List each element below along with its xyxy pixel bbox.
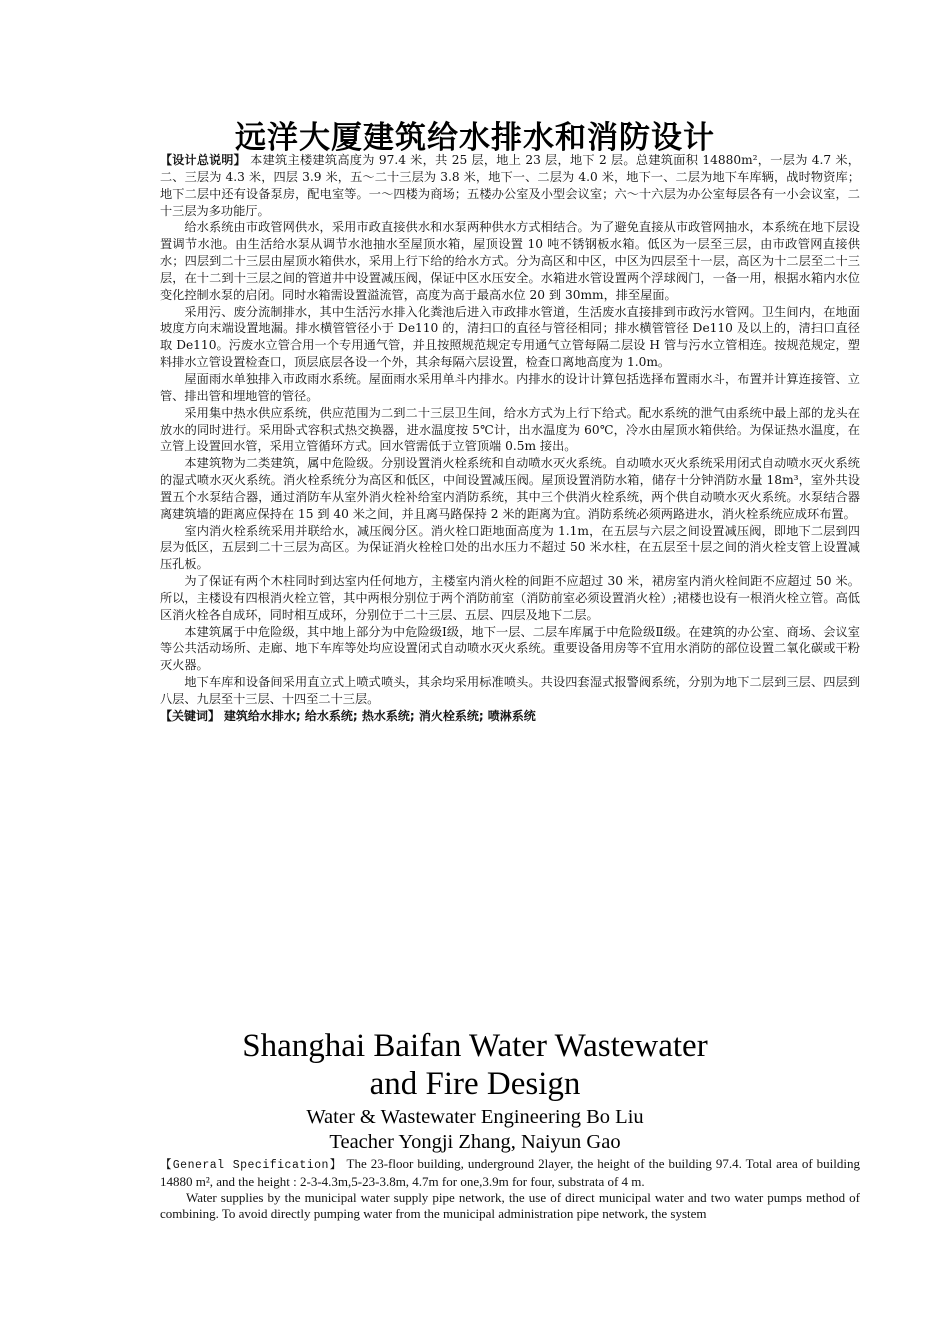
general-specification-label: 【General Specification】	[160, 1159, 343, 1172]
hazard-class-paragraph: 本建筑属于中危险级，其中地上部分为中危险级Ⅰ级，地下一层、二层车库属于中危险级Ⅱ级。在建筑的办公室、商场、会议室等公共活动场所、走廊、地下车库等处均应设置闭式自动喷水灭火系统。重要设备用房等不宜用水消防的部位设置二氧化碳或干粉灭火器。	[160, 624, 860, 673]
drainage-paragraph: 采用污、废分流制排水，其中生活污水排入化粪池后进入市政排水管道，生活废水直接排到市政污水管网。卫生间内，在地面坡度方向末端设置地漏。排水横管管径小于 De110 的，清扫口的直径与管径相同；排水横管管径 De110 及以上的，清扫口直径取 De110。污废水立管合用一个专用通气管，并且按照规范规定专用通气立管每隔二层设 H 管与污水立管相连。按规范规定，塑料排水立管设置检查口，顶层底层各设一个外，其余每隔六层设置，检查口离地高度为 1.0m。	[160, 304, 860, 370]
chinese-abstract	[160, 152, 860, 725]
sprinkler-paragraph: 地下车库和设备间采用直立式上喷式喷头，其余均采用标准喷头。共设四套湿式报警阀系统，分别为地下二层到三层、四层到八层、九层至十三层、十四至二十三层。	[160, 675, 860, 706]
keywords-line	[160, 708, 860, 725]
hydrant-spacing-paragraph: 为了保证有两个木柱同时到达室内任何地方，主楼室内消火栓的间距不应超过 30 米，裙房室内消火栓间距不应超过 50 米。所以，主楼设有四根消火栓立管，其中两根分别位于两个消防前室（消防前室必须设置消火栓）;裙楼也设有一根消火栓立管。高低区消火栓各自成环，同时相互成环，分别位于二十三层、五层、四层及地下二层。	[160, 574, 860, 622]
english-title-line-1: Shanghai Baifan Water Wastewater	[242, 1028, 708, 1064]
general-specification-paragraph	[160, 1156, 860, 1190]
author-line: Water & Wastewater Engineering Bo Liu	[306, 1106, 644, 1128]
general-specification-text: The 23-floor building, underground 2layer, the height of the building 97.4. Total area of building 14880 m², and the height : 2-3-4.3m,5-23-3.8m, 4.7m for one,3.9m for four, substrata of 4 m.	[160, 1156, 860, 1189]
chinese-title: 远洋大厦建筑给水排水和消防设计	[235, 120, 715, 156]
english-title	[0, 1027, 950, 1103]
teacher-line: Teacher Yongji Zhang, Naiyun Gao	[329, 1131, 621, 1153]
water-supply-paragraph: 给水系统由市政管网供水，采用市政直接供水和水泵两种供水方式相结合。为了避免直接从市政管网抽水，本系统在地下层设置调节水池。由生活给水泵从调节水池抽水至屋顶水箱，屋顶设置 10 吨不锈钢板水箱。低区为一层至三层，由市政管网直接供水；四层到二十三层由屋顶水箱供水，采用上行下给的给水方式。分为高区和中区，中区为四层至十一层，高区为十二层至二十三层，在十二到十三层之间的管道井中设置减压阀，保证中区水压安全。水箱进水管设置两个浮球阀门，一备一用，根据水箱内水位变化控制水泵的启闭。同时水箱需设置溢流管，高度为高于最高水位 20 到 30mm，排至屋面。	[160, 220, 860, 302]
keywords-label: 【关键词】	[160, 708, 221, 723]
design-summary-paragraph	[160, 152, 860, 219]
english-abstract	[160, 1156, 860, 1222]
hot-water-paragraph: 采用集中热水供应系统，供应范围为二到二十三层卫生间，给水方式为上行下给式。配水系统的泄气由系统中最上部的龙头在放水的同时进行。采用卧式容积式热交换器，进水温度按 5℃计，出水温度为 60℃，冷水由屋顶水箱供给。为保证热水温度，在立管上设置回水管，采用立管循环方式。回水管需低于立管顶端 0.5m 接出。	[160, 405, 860, 454]
rainwater-paragraph: 屋面雨水单独排入市政雨水系统。屋面雨水采用单斗内排水。内排水的设计计算包括选择布置雨水斗，布置并计算连接管、立管、排出管和埋地管的管径。	[160, 371, 860, 403]
design-summary-label: 【设计总说明】	[160, 153, 246, 167]
hydrant-zoning-paragraph: 室内消火栓系统采用并联给水，减压阀分区。消火栓口距地面高度为 1.1m，在五层与六层之间设置减压阀，即地下二层到四层为低区，五层到二十三层为高区。为保证消火栓栓口处的出水压力不超过 50 米水柱，在五层至十层之间的消火栓支管上设置减压孔板。	[160, 523, 860, 572]
fire-system-paragraph: 本建筑物为二类建筑，属中危险级。分别设置消火栓系统和自动喷水灭火系统。自动喷水灭火系统采用闭式自动喷水灭火系统的湿式喷水灭火系统。消火栓系统分为高区和低区，中间设置减压阀。屋顶设置消防水箱，储存十分钟消防水量 18m³，室外共设置五个水泵结合器，通过消防车从室外消火栓补给室内消防系统，其中三个供消火栓系统，两个供自动喷水灭火系统。水泵结合器离建筑墙的距离应保持在 15 到 40 米之间，并且离马路保持 2 米的距离为宜。消防系统必须两路进水，消火栓系统应成环布置。	[160, 456, 860, 521]
design-summary-text: 本建筑主楼建筑高度为 97.4 米，共 25 层，地上 23 层，地下 2 层。总建筑面积 14880m²，一层为 4.7 米，二、三层为 4.3 米，四层 3.9 米，五～二十三层为 3.8 米，地下一、二层为 4.0 米，地下一、二层为地下车库辆，战时物资库；地下二层中还有设备泵房，配电室等。一～四楼为商场；五楼办公室及小型会议室；六～十六层为办公室每层各有一小会议室，二十三层为多功能厅。	[160, 153, 860, 218]
keywords-text: 建筑给水排水; 给水系统; 热水系统; 消火栓系统; 喷淋系统	[223, 708, 536, 723]
english-water-supply-paragraph: Water supplies by the municipal water supply pipe network, the use of direct municipal water and two water pumps method of combining. To avoid directly pumping water from the municipal administration pipe network, the system	[160, 1190, 860, 1221]
english-title-line-2: and Fire Design	[369, 1066, 581, 1102]
